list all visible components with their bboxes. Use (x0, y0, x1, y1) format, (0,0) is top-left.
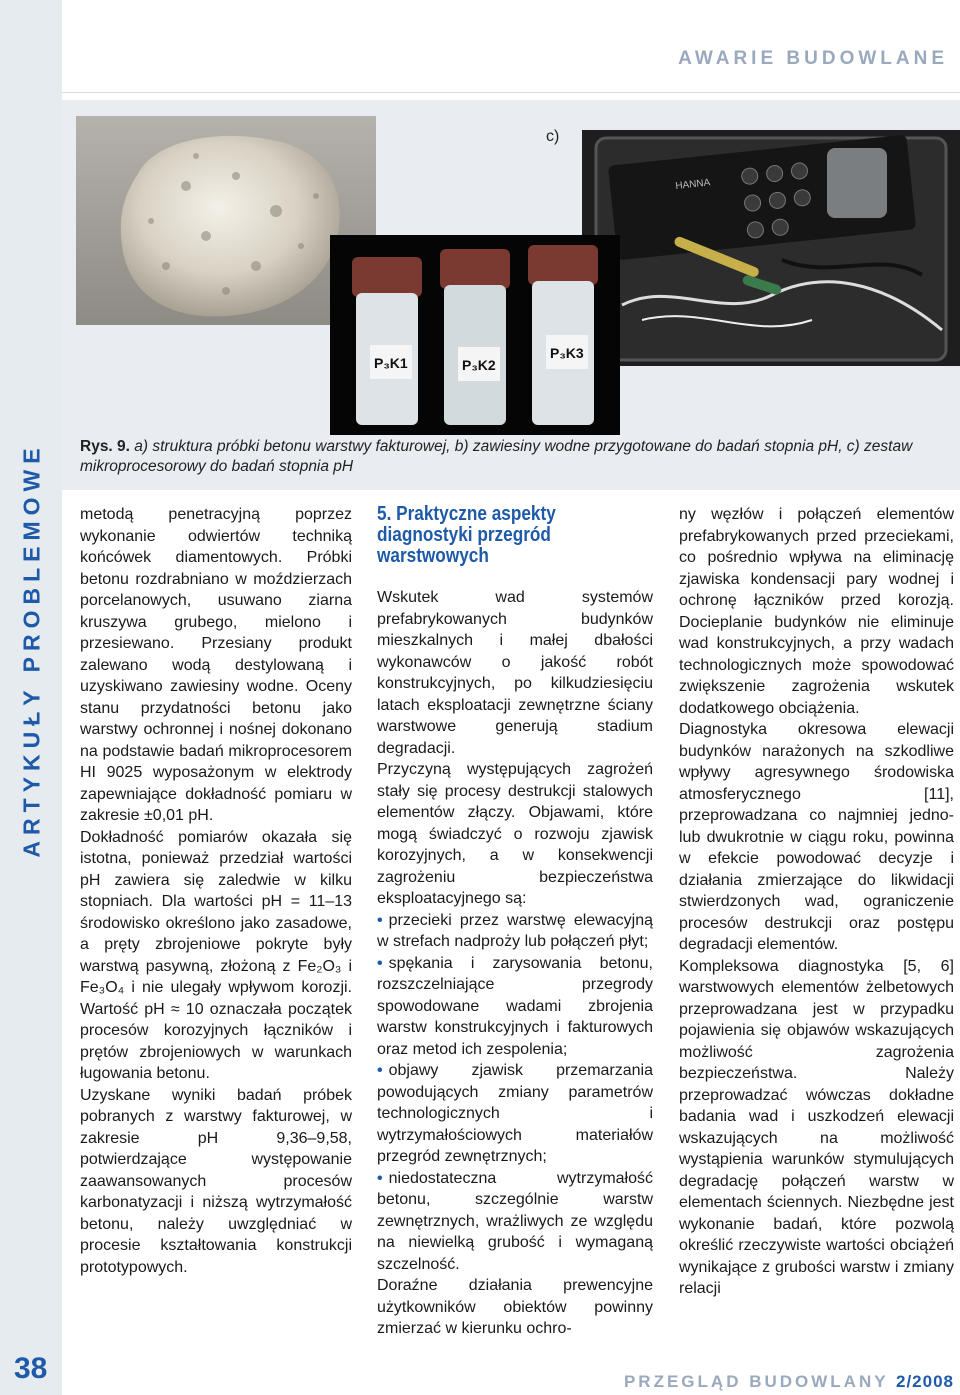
figure-9 (62, 100, 960, 490)
sidebar (0, 0, 62, 1395)
caption-lead: Rys. 9. (80, 438, 130, 455)
vials-image (330, 235, 620, 435)
ph-meter-kit-image (582, 130, 960, 366)
vial-label-3: P₃K3 (550, 345, 584, 361)
caption-text: a) struktura próbki betonu warstwy fakturowej, b) zawiesiny wodne przygotowane do badań stopnia pH, c) zestaw mikroprocesorowy do badań stopnia pH (80, 438, 913, 475)
paragraph: Dokładność pomiarów okazała się istotna, ponieważ przedział wartości pH zawiera się zaledwie w kilku stopniach. Dla wartości pH = 11–13 środowisko określono jako zasadowe, a pręty zbrojeniowe pokryte były warstwą pasywną, złożoną z Fe₂O₃ i Fe₃O₄ i nie ulegały wpływom korozji. Wartość pH ≈ 10 oznaczała początek procesów korozyjnych łączników i prętów zbrojeniowych w warunkach ługowania betonu. (80, 828, 352, 1082)
figure-caption (80, 437, 950, 477)
meter-brand-text: HANNA (674, 177, 711, 192)
journal-name: PRZEGLĄD BUDOWLANY (623, 1372, 889, 1391)
bullet-icon: • (377, 1169, 383, 1187)
list-item: • spękania i zarysowania betonu, rozszczelniające przegrody spowodowane wadami zbrojenia warstw konstrukcyjnych i fakturowych oraz metod ich zespolenia; (377, 954, 653, 1058)
bullet-icon: • (377, 954, 383, 972)
running-footer (624, 1372, 954, 1392)
ph-meter-kit-photo (582, 130, 960, 366)
paragraph: ny węzłów i połączeń elementów prefabrykowanych przed przeciekami, co pośrednio wpływa na eliminację zjawiska kondensacji pary wodnej i ochronę łączników przed korozją. Docieplanie budynków nie eliminuje wad konstrukcyjnych, a przy wadach technologicznych może spowodować zwiększenie zagrożenia wskutek dodatkowego obciążenia. (679, 506, 954, 717)
header-divider (62, 92, 960, 93)
section-heading: 5. Praktyczne aspekty diagnostyki przegród warstwowych (377, 503, 556, 567)
paragraph: Wskutek wad systemów prefabrykowanych budynków mieszkalnych i małej dbałości wykonawców o jakość robót konstrukcyjnych, po kilkudziesięciu latach eksploatacji zewnętrzne ściany warstwowe generują stadium degradacji. (377, 589, 653, 757)
paragraph: Przyczyną występujących zagrożeń stały się procesy destrukcji stalowych elementów złączy. Objawami, które mogą świadczyć o rozwoju zjawisk korozyjnych, a w konsekwencji zagrożeniu bezpieczeństwa eksploatacyjnego są: (377, 761, 653, 907)
vial-label-2: P₃K2 (462, 357, 496, 373)
paragraph: Doraźne działania prewencyjne użytkowników obiektów powinny zmierzać w kierunku ochro- (377, 1277, 653, 1337)
figure-label-c: c) (546, 128, 560, 145)
list-item: • przecieki przez warstwę elewacyjną w strefach nadproży lub połączeń płyt; (377, 911, 653, 950)
text-column-3 (679, 504, 954, 1300)
bullet-icon: • (377, 911, 383, 929)
paragraph: metodą penetracyjną poprzez wykonanie odwiertów techniką końcówek diamentowych. Próbki betonu rozdrabniano w moździerzach porcelanowych, usuwano ziarna kruszywa grubego, mielono i przesiewano. Przesiany produkt zalewano wodą destylowaną i uzyskiwano zawiesiny wodne. Oceny stanu przydatności betonu jako warstwy ochronnej i nośnej dokonano na podstawie badań mikroprocesorem HI 9025 wyposażonym w elektrody zapewniające dokładność pomiaru w zakresie ±0,01 pH. (80, 506, 352, 824)
vial-label-1: P₃K1 (374, 355, 408, 371)
paragraph: Uzyskane wyniki badań próbek pobranych z warstwy fakturowej, w zakresie pH 9,36–9,58, potwierdzające występowanie zaawansowanych procesów karbonatyzacji i niższą wytrzymałość betonu, należy uwzględniać w procesie kształtowania konstrukcji prototypowych. (80, 1086, 352, 1276)
text-column-2 (377, 504, 653, 1340)
bullet-icon: • (377, 1062, 383, 1079)
vials-photo (330, 235, 620, 435)
paragraph: Diagnostyka okresowa elewacji budynków narażonych na szkodliwe wpływy agresywnego środowiska atmosferycznego [11], przeprowadzana co najmniej jedno- lub dwukrotnie w ciągu roku, powinna w efekcie powodować decyzje i działania zmierzające do likwidacji stwierdzonych wad, ograniczenie procesów destrukcji oraz postępu degradacji elementów. (679, 721, 954, 953)
section-sidebar-label: ARTYKUŁY PROBLEMOWE (18, 442, 45, 858)
list-item: • niedostateczna wytrzymałość betonu, szczególnie warstw zewnętrznych, wrażliwych ze względu na niewielką grubość i wymaganą szczelność. (377, 1169, 653, 1273)
list-item: • objawy zjawisk przemarzania powodujących zmiany parametrów technologicznych i wytrzymałościowych materiałów przegród zewnętrznych; (377, 1062, 653, 1165)
issue-number: 2/2008 (896, 1372, 954, 1391)
page-number: 38 (14, 1352, 48, 1385)
paragraph: Kompleksowa diagnostyka [5, 6] warstwowych elementów żelbetowych przeprowadzana jest w przypadku pojawienia się objawów wskazujących możliwość zagrożenia bezpieczeństwa. Należy przeprowadzać wówczas dokładne badania wad i uszkodzeń elewacji wskazujących na możliwość wystąpienia warunków stymulujących degradację połączeń warstw w elementach ściennych. Niezbędne jest wykonanie badań, które pozwolą określić rzeczywiste wartości obciążeń wynikające z grubości warstw i zmiany relacji (679, 957, 954, 1297)
running-header: AWARIE BUDOWLANE (678, 48, 948, 69)
text-column-1 (80, 504, 352, 1278)
